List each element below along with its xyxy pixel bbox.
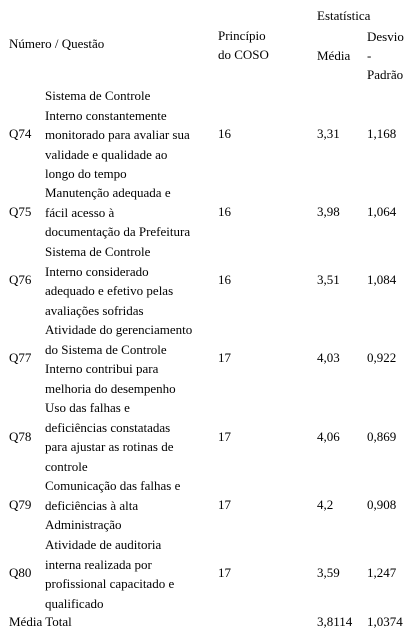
total-row (0, 612, 417, 632)
question-text-line: interna realizada por (45, 556, 152, 572)
header-principio-line1: Princípio (218, 28, 266, 43)
media-value: 3,51 (317, 272, 340, 287)
question-text-line: fácil acesso à (45, 204, 115, 220)
principio-value: 17 (218, 350, 231, 365)
desvio-value: 0,908 (367, 497, 397, 512)
header-desvio-line1: Desvio (367, 29, 404, 44)
table-row (0, 86, 417, 182)
header-media: Média (317, 48, 351, 63)
question-text-line: Interno considerado (45, 263, 149, 279)
question-text-line: validade e qualidade ao (45, 146, 168, 162)
desvio-value: 1,064 (367, 204, 397, 219)
total-desvio-value: 1,0374 (367, 614, 403, 629)
question-text-line: profissional capacitado e (45, 576, 175, 591)
question-text (45, 535, 215, 613)
question-code: Q75 (9, 204, 32, 219)
question-code: Q79 (9, 497, 32, 512)
question-text-line: para ajustar as rotinas de (45, 439, 174, 454)
question-code: Q76 (9, 272, 32, 287)
desvio-value: 0,922 (367, 350, 397, 365)
principio-value: 17 (218, 429, 231, 444)
question-text-line: qualificado (45, 595, 104, 611)
desvio-value: 0,869 (367, 429, 397, 444)
question-text-line: Sistema de Controle (45, 244, 151, 259)
question-text (45, 86, 215, 184)
media-value: 3,59 (317, 565, 340, 580)
question-code: Q77 (9, 350, 32, 365)
table-row (0, 320, 417, 398)
media-value: 3,31 (317, 126, 340, 141)
media-value: 4,03 (317, 350, 340, 365)
question-text-line: Sistema de Controle (45, 88, 151, 103)
question-text-line: do Sistema de Controle (45, 341, 167, 357)
question-text-line: adequado e efetivo pelas (45, 283, 174, 298)
question-text-line: Administração (45, 517, 122, 532)
question-text (45, 398, 215, 476)
principio-value: 17 (218, 565, 231, 580)
total-media-value: 3,8114 (317, 614, 353, 629)
question-text-line: Manutenção adequada e (45, 185, 171, 200)
media-value: 3,98 (317, 204, 340, 219)
principio-value: 16 (218, 126, 231, 141)
principio-value: 16 (218, 204, 231, 219)
question-code: Q80 (9, 565, 32, 580)
question-text-line: monitorado para avaliar sua (45, 127, 190, 142)
header-desvio-line2: - (367, 48, 372, 63)
table-row (0, 535, 417, 613)
table-row (0, 183, 417, 243)
media-value: 4,2 (317, 497, 334, 512)
table-row (0, 476, 417, 536)
question-text-line: Interno contribui para (45, 361, 159, 376)
media-value: 4,06 (317, 429, 340, 444)
principio-value: 16 (218, 272, 231, 287)
question-code: Q74 (9, 126, 32, 141)
table-row (0, 398, 417, 476)
question-text (45, 242, 215, 320)
header-estatistica: Estatística (317, 8, 371, 23)
question-text-line: Uso das falhas e (45, 400, 130, 415)
question-text (45, 320, 215, 398)
desvio-value: 1,084 (367, 272, 397, 287)
header-principio-line2: do COSO (218, 47, 269, 62)
question-text-line: melhoria do desempenho (45, 380, 176, 396)
question-code: Q78 (9, 429, 32, 444)
question-text-line: Atividade de auditoria (45, 537, 162, 552)
header-desvio-line3: Padrão (367, 67, 404, 82)
table-row (0, 242, 417, 320)
question-text-line: documentação da Prefeitura (45, 224, 191, 239)
desvio-value: 1,247 (367, 565, 397, 580)
total-label: Média Total (9, 614, 72, 629)
header-numero-questao: Número / Questão (9, 36, 105, 51)
question-text-line: controle (45, 458, 88, 474)
question-text-line: Atividade do gerenciamento (45, 322, 193, 337)
question-text-line: Interno constantemente (45, 107, 167, 123)
question-text-line: deficiências à alta (45, 497, 139, 513)
principio-value: 17 (218, 497, 231, 512)
question-text (45, 476, 215, 535)
question-text-line: avaliações sofridas (45, 302, 144, 318)
question-text (45, 183, 215, 242)
desvio-value: 1,168 (367, 126, 397, 141)
question-text-line: deficiências constatadas (45, 419, 171, 435)
question-text-line: longo do tempo (45, 166, 127, 181)
question-text-line: Comunicação das falhas e (45, 478, 181, 493)
